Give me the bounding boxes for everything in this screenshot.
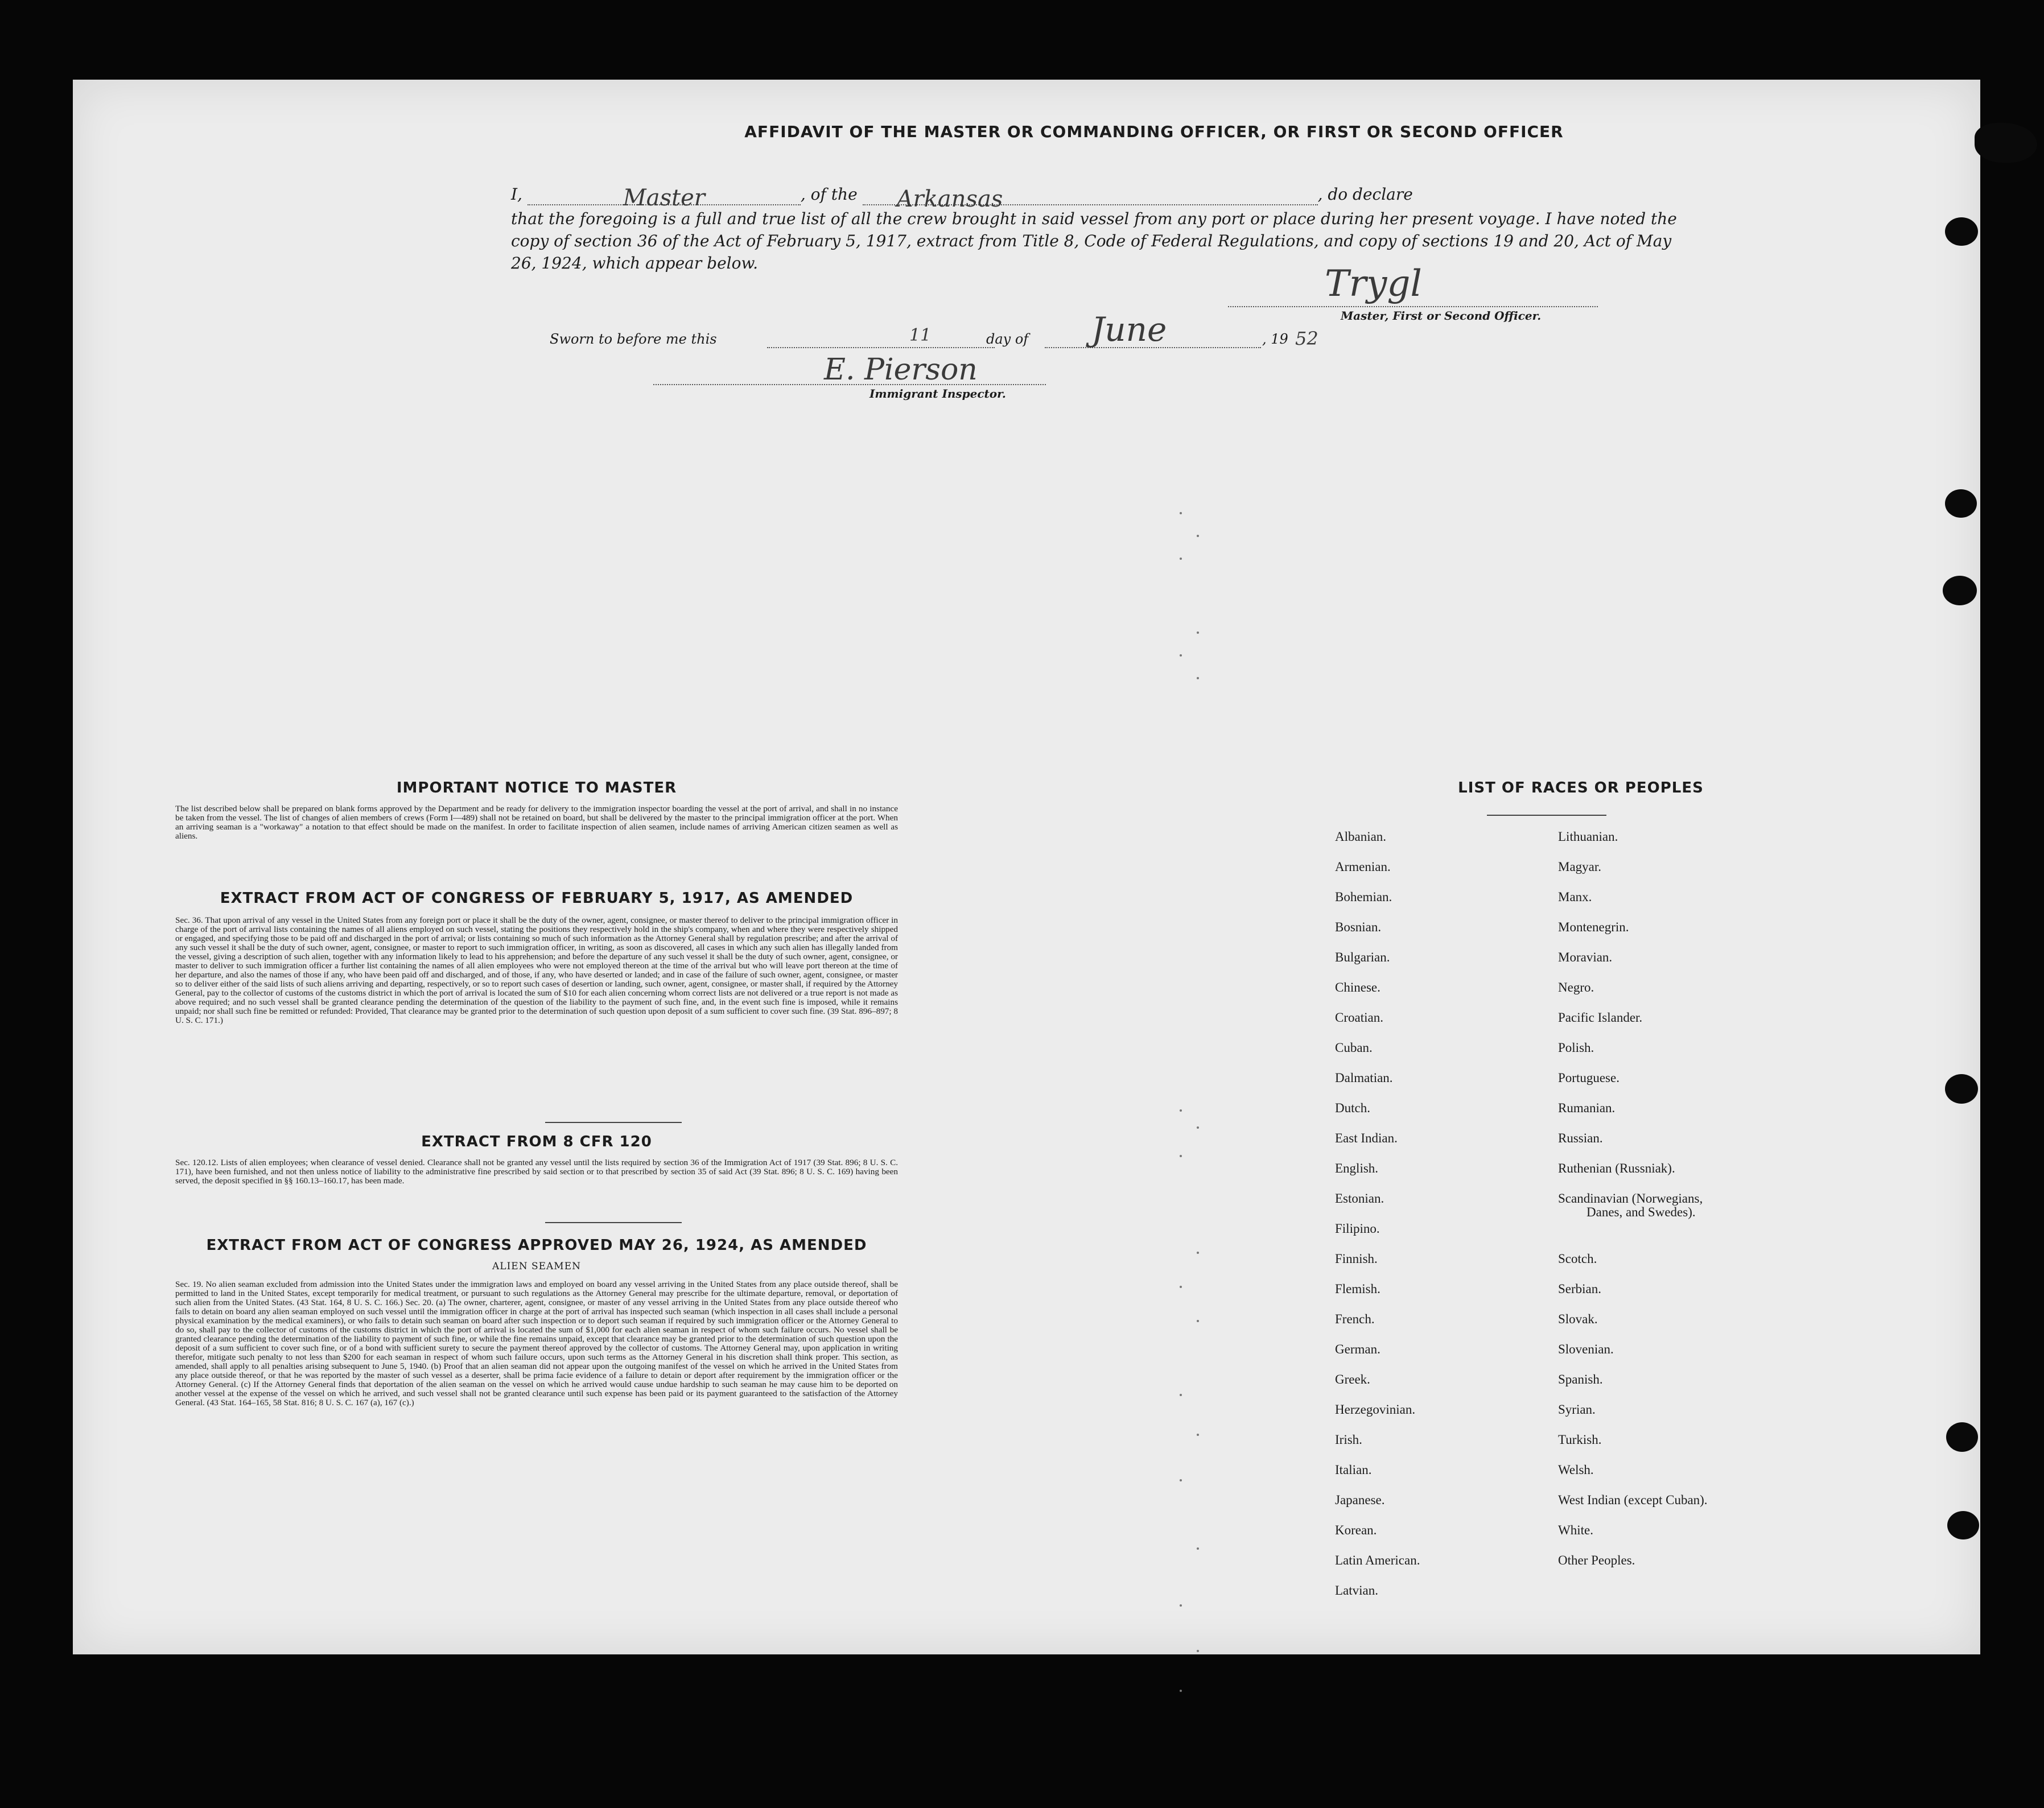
perforation-dot: [1197, 1320, 1199, 1322]
race-item: Bohemian.: [1335, 890, 1392, 904]
race-item: Scotch.: [1558, 1252, 1597, 1266]
i-label: I,: [511, 185, 522, 204]
races-title: LIST OF RACES OR PEOPLES: [1458, 779, 1704, 796]
divider: [545, 1122, 682, 1123]
perforation-dot: [1180, 1604, 1182, 1607]
vessel-name-field: [863, 186, 1318, 212]
binder-hole: [1947, 1511, 1979, 1539]
perforation-dot: [1197, 535, 1199, 537]
sworn-day-line: [767, 347, 995, 348]
perforation-dot: [1180, 654, 1182, 657]
races-left-column: [1335, 829, 1420, 1613]
race-item: Lithuanian.: [1558, 829, 1618, 844]
race-item: Herzegovinian.: [1335, 1402, 1416, 1417]
race-item: Filipino.: [1335, 1221, 1380, 1236]
race-item: Dutch.: [1335, 1101, 1370, 1115]
extract-cfr-text: Sec. 120.12. Lists of alien employees; when clearance of vessel denied. Clearance shall not be granted any vessel until the lists required by section 36 of the Immigration Act of 1917 (39 Stat. 896; 8 U. S. C. 171), have been furnished, and not then unless notice of liability to the administrative fine prescribed by said section or to that prescribed by section 35 of said Act (39 Stat. 896; 8 U. S. C. 169) having been served, the deposit specified in §§ 160.13–160.17, has been made.: [175, 1158, 898, 1186]
race-item: Irish.: [1335, 1433, 1362, 1447]
year-handwritten: 52: [1295, 328, 1318, 349]
extract-1917-title: EXTRACT FROM ACT OF CONGRESS OF FEBRUARY 5, 1917, AS AMENDED: [220, 890, 854, 907]
race-item: Italian.: [1335, 1463, 1372, 1477]
race-item: Armenian.: [1335, 860, 1391, 874]
perforation-dot: [1180, 1155, 1182, 1157]
race-item: German.: [1335, 1342, 1380, 1356]
races-right-column: [1558, 829, 1708, 1583]
race-item: Latin American.: [1335, 1553, 1420, 1567]
race-item: Pacific Islander.: [1558, 1010, 1643, 1025]
perforation-dot: [1197, 1650, 1199, 1652]
perforation-dot: [1180, 512, 1182, 514]
declaration-body: that the foregoing is a full and true list of all the crew brought in said vessel from any port or place during her present voyage. I have noted the copy of section 36 of the Act of February 5, 1917, extract from Title 8, Code of Federal Regulations, and copy of sections 19 and 20, Act of May 26, 1924, which appear below.: [511, 209, 1677, 273]
race-item: English.: [1335, 1161, 1379, 1175]
perforation-dot: [1197, 631, 1199, 634]
race-item: Croatian.: [1335, 1010, 1383, 1025]
sworn-day: 11: [909, 325, 932, 345]
year-prefix: , 19: [1262, 331, 1288, 347]
race-item: Moravian.: [1558, 950, 1613, 964]
binder-hole: [1946, 1422, 1978, 1452]
perforation-dot: [1197, 1252, 1199, 1254]
binder-hole: [1945, 217, 1978, 246]
document-page: [73, 80, 1980, 1654]
master-signature-line: [1228, 306, 1598, 307]
race-item: Portuguese.: [1558, 1071, 1619, 1085]
race-item: Ruthenian (Russniak).: [1558, 1161, 1675, 1175]
perforation-dot: [1180, 558, 1182, 560]
affidavit-declaration: [511, 183, 1678, 274]
binder-hole: [1945, 489, 1977, 518]
inspector-signature: E. Pierson: [824, 353, 978, 387]
perforation-dot: [1197, 1547, 1199, 1550]
race-item: Albanian.: [1335, 829, 1387, 844]
race-item: Latvian.: [1335, 1583, 1378, 1598]
race-item: French.: [1335, 1312, 1375, 1326]
race-item: Magyar.: [1558, 860, 1602, 874]
race-item: Russian.: [1558, 1131, 1603, 1145]
perforation-dot: [1180, 1394, 1182, 1396]
perforation-dot: [1180, 1690, 1182, 1692]
officer-title-field: [528, 185, 801, 211]
race-item: Negro.: [1558, 980, 1594, 994]
race-item: Syrian.: [1558, 1402, 1596, 1417]
perforation-dot: [1180, 1286, 1182, 1288]
race-item: Dalmatian.: [1335, 1071, 1393, 1085]
notice-text: The list described below shall be prepared on blank forms approved by the Department and be ready for delivery to the immigration inspector boarding the vessel at the port of arrival, and shall in no instance be taken from the vessel. The list of changes of alien members of crews (Form I—489) shall not be retained on board, but shall be delivered by the master to the principal immigration officer at the port. When an arriving seaman is a "workaway" a notation to that effect should be made on the manifest. In order to facilitate inspection of alien seamen, include names of arriving American citizen seamen as well as aliens.: [175, 804, 898, 841]
notice-title: IMPORTANT NOTICE TO MASTER: [396, 779, 677, 796]
race-item: Slovak.: [1558, 1312, 1598, 1326]
binder-hole: [1945, 1074, 1978, 1104]
binder-hole: [1943, 576, 1977, 605]
race-item: Spanish.: [1558, 1372, 1603, 1386]
extract-1924-text: Sec. 19. No alien seaman excluded from admission into the United States under the immigration laws and employed on board any vessel arriving in the United States from any place outside thereof, shall be permitted to land in the United States, except temporarily for medical treatment, or pursuant to such regulations as the Attorney General may prescribe for the ultimate departure, removal, or deportation of such alien from the United States. (43 Stat. 164, 8 U. S. C. 166.) Sec. 20. (a) The owner, charterer, agent, consignee, or master of any vessel arriving in the United States from any place outside thereof who fails to detain on board any alien seaman employed on such vessel until the immigration officer in charge at the port of arrival has inspected such seaman (which inspection in all cases shall include a personal physical examination by the medical examiners), or who fails to detain such seaman on board after such inspection or to deport such seaman if required by such immigration officer or the Attorney General to do so, shall pay to the collector of customs of the customs district in which the port of arrival is located the sum of $1,000 for each alien seaman in respect of whom such failure occurs. No vessel shall be granted clearance pending the determination of the liability to payment of such fine, or while the fine remains unpaid, except that clearance may be granted prior to the determination of such question upon the deposit of a sum sufficient to cover such fine, or of a bond with sufficient surety to secure the payment thereof approved by the collector of customs. The Attorney General may, upon application in writing therefor, mitigate such penalty to not less than $200 for each seaman in respect of whom such failure occurs, upon such terms as the Attorney General in his discretion shall think proper. This section, as amended, shall apply to all penalties arising subsequent to June 5, 1940. (b) Proof that an alien seaman did not appear upon the outgoing manifest of the vessel on which he arrived in the United States from any place outside thereof, or that he was reported by the master of such vessel as a deserter, shall be prima facie evidence of a failure to detain or deport after requirement by the immigration officer or the Attorney General. (c) If the Attorney General finds that deportation of the alien seaman on the vessel on which he arrived would cause undue hardship to such seaman he may cause him to be deported on another vessel at the expense of the vessel on which he arrived, and such vessel shall not be granted clearance until such expense has been paid or its payment guaranteed to the satisfaction of the Attorney General. (43 Stat. 164–165, 58 Stat. 816; 8 U. S. C. 167 (a), 167 (c).): [175, 1279, 898, 1407]
master-caption: Master, First or Second Officer.: [1341, 309, 1542, 323]
vessel-handwritten: Arkansas: [896, 186, 1003, 212]
affidavit-title: AFFIDAVIT OF THE MASTER OR COMMANDING OFFICER, OR FIRST OR SECOND OFFICER: [744, 122, 1564, 141]
race-item: Manx.: [1558, 890, 1592, 904]
race-item: Slovenian.: [1558, 1342, 1614, 1356]
extract-1917-text: Sec. 36. That upon arrival of any vessel in the United States from any foreign port or place it shall be the duty of the owner, agent, consignee, or master thereof to deliver to the principal immigration officer in charge of the port of arrival lists containing the names of all aliens employed on such vessel, stating the positions they respectively hold in the ship's company, when and where they were respectively shipped or engaged, and specifying those to be paid off and discharged in the port of arrival; or lists containing so much of such information as the Attorney General shall by regulation prescribe; and after the arrival of any such vessel it shall be the duty of such owner, agent, consignee, or master to report to such immigration officer, in writing, as soon as discovered, all cases in which any such alien has illegally landed from the vessel, giving a description of such alien, together with any information likely to lead to his apprehension; and before the departure of any such vessel it shall be the duty of such owner, agent, consignee, or master to deliver to such immigration officer a further list containing the names of all alien employees who were not employed thereon at the time of the arrival but who will leave port thereon at the time of her departure, and also the names of those if any, who have been paid off and discharged, and of those, if any, who have deserted or landed; and in case of the failure of such owner, agent, consignee, or master so to deliver either of the said lists of such aliens arriving and departing, respectively, or so to report such cases of desertion or landing, such owner, agent, consignee, or master shall, if required by the Attorney General, pay to the collector of customs of the customs district in which the port of arrival is located the sum of $10 for each alien concerning whom correct lists are not delivered or a true report is not made as above required; and no such vessel shall be granted clearance pending the determination of the question of the liability to the payment of such fine, and, in the event such fine is imposed, while it remains unpaid; nor shall such fine be remitted or refunded: Provided, That clearance may be granted prior to the determination of such question upon deposit of a sum sufficient to cover such fine. (39 Stat. 896–897; 8 U. S. C. 171.): [175, 915, 898, 1025]
officer-handwritten: Master: [623, 185, 705, 211]
race-item: Rumanian.: [1558, 1101, 1616, 1115]
extract-1924-subtitle: ALIEN SEAMEN: [492, 1261, 581, 1272]
binder-hole: [1975, 123, 2037, 163]
extract-1924-title: EXTRACT FROM ACT OF CONGRESS APPROVED MAY 26, 1924, AS AMENDED: [206, 1237, 867, 1254]
of-the-label: , of the: [800, 185, 858, 204]
perforation-dot: [1197, 1434, 1199, 1436]
divider: [545, 1222, 682, 1223]
race-item: Welsh.: [1558, 1463, 1594, 1477]
race-item: Chinese.: [1335, 980, 1380, 994]
do-declare-label: , do declare: [1317, 185, 1413, 204]
extract-cfr-title: EXTRACT FROM 8 CFR 120: [421, 1133, 652, 1150]
race-item: Greek.: [1335, 1372, 1370, 1386]
race-item: Scandinavian (Norwegians,: [1558, 1191, 1703, 1206]
divider: [1487, 815, 1606, 816]
race-item: Montenegrin.: [1558, 920, 1629, 934]
race-item: Japanese.: [1335, 1493, 1385, 1507]
day-of-label: day of: [986, 331, 1029, 347]
race-item: White.: [1558, 1523, 1593, 1537]
race-item: Serbian.: [1558, 1282, 1602, 1296]
sworn-month: June: [1091, 310, 1167, 349]
race-item: Cuban.: [1335, 1041, 1373, 1055]
race-item: Turkish.: [1558, 1433, 1602, 1447]
perforation-dot: [1180, 1109, 1182, 1112]
race-item: East Indian.: [1335, 1131, 1398, 1145]
race-item: West Indian (except Cuban).: [1558, 1493, 1708, 1507]
perforation-dot: [1197, 1126, 1199, 1129]
race-item: Flemish.: [1335, 1282, 1380, 1296]
race-item: Korean.: [1335, 1523, 1377, 1537]
master-signature: Trygl: [1325, 263, 1422, 305]
perforation-dot: [1180, 1479, 1182, 1481]
race-item: Finnish.: [1335, 1252, 1378, 1266]
race-item: Danes, and Swedes).: [1586, 1205, 1696, 1219]
inspector-caption: Immigrant Inspector.: [869, 387, 1006, 401]
sworn-label: Sworn to before me this: [550, 331, 717, 347]
race-item: Polish.: [1558, 1041, 1594, 1055]
perforation-dots: [1180, 467, 1208, 1718]
race-item: Bulgarian.: [1335, 950, 1390, 964]
race-item: Other Peoples.: [1558, 1553, 1635, 1567]
perforation-dot: [1197, 677, 1199, 679]
race-item: Estonian.: [1335, 1191, 1384, 1206]
race-item: Bosnian.: [1335, 920, 1382, 934]
